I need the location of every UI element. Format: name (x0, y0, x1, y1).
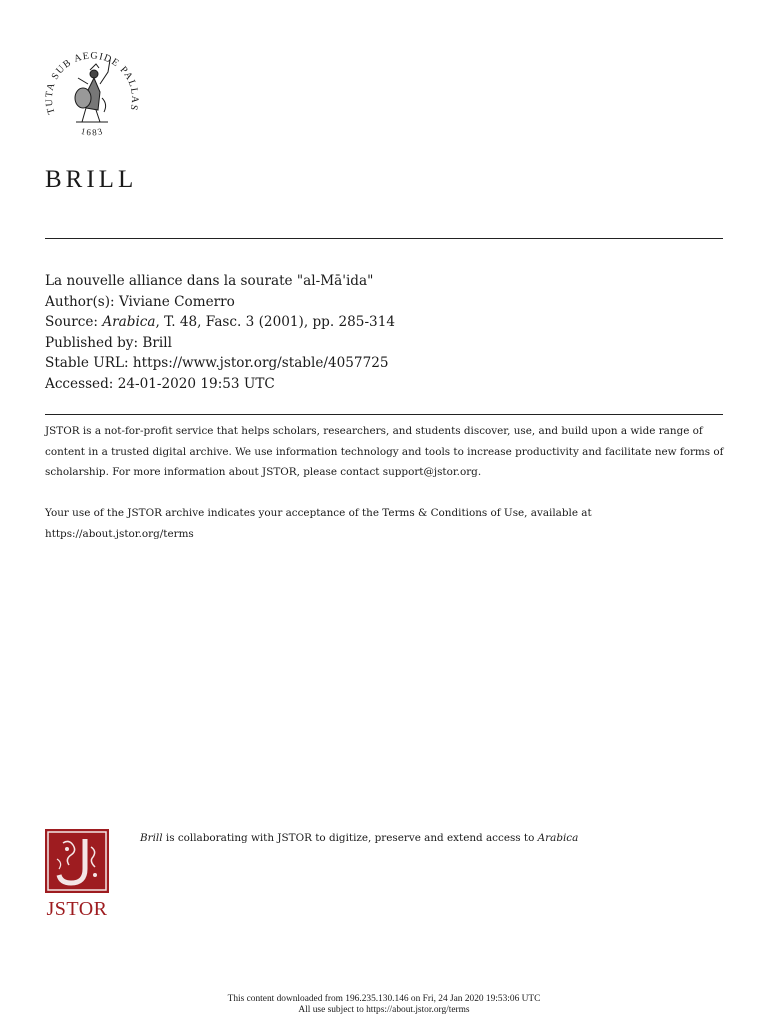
publisher-name: BRILL (45, 166, 138, 193)
stable-url-link[interactable]: https://www.jstor.org/stable/4057725 (132, 355, 389, 372)
stable-url-line: Stable URL: https://www.jstor.org/stable/4057725 (45, 355, 389, 372)
divider-middle (45, 414, 723, 415)
notice-paragraph-2: Your use of the JSTOR archive indicates your acceptance of the Terms & Conditions of Use, available at https://about.jstor.org/terms (45, 507, 592, 540)
collab-journal: Arabica (537, 832, 579, 844)
jstor-wordmark: JSTOR (46, 898, 108, 920)
collaboration-statement: Brill is collaborating with JSTOR to digitize, preserve and extend access to Arabica (140, 832, 579, 844)
footer-line-1: This content downloaded from 196.235.130.146 on Fri, 24 Jan 2020 19:53:06 UTC (227, 994, 541, 1004)
footer-line-2: All use subject to https://about.jstor.org/terms (298, 1004, 470, 1015)
author-name: Viviane Comerro (118, 293, 235, 310)
emblem-motto: TUTA SUB AEGIDE PALLAS (43, 50, 141, 116)
divider-top (45, 238, 723, 239)
jstor-logo (45, 829, 109, 921)
download-footer (0, 994, 768, 1015)
svg-text:1683 (80, 126, 105, 138)
article-metadata (45, 271, 725, 395)
jstor-logo-icon (45, 829, 109, 893)
publisher-line: Published by: Brill (45, 334, 172, 351)
source-journal: Arabica (102, 314, 156, 331)
article-title: La nouvelle alliance dans la sourate "al-Mā'ida" (45, 273, 374, 289)
source-line: Source: Arabica, T. 48, Fasc. 3 (2001), pp. 285-314 (45, 314, 395, 331)
accessed-line: Accessed: 24-01-2020 19:53 UTC (45, 375, 275, 392)
pallas-athena-emblem-icon (36, 38, 148, 150)
jstor-notice (45, 421, 725, 545)
emblem-year: 1683 (79, 125, 105, 138)
notice-paragraph-1: JSTOR is a not-for-profit service that helps scholars, researchers, and students discover, use, and build upon a wide range of content in a trusted digital archive. We use information technology and tools to increase productivity and facilitate new forms of scholarship. For more information about JSTOR, please contact support@jstor.org. (45, 425, 724, 479)
author-line: Author(s): Viviane Comerro (45, 293, 235, 310)
collab-publisher: Brill (140, 832, 163, 844)
